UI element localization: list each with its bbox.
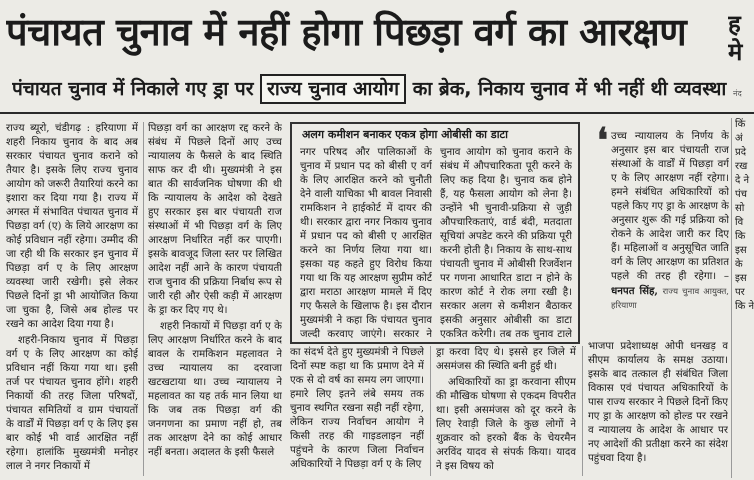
col1-paragraph: राज्य ब्यूरो, चंडीगढ़ : हरियाणा में शहरी निकाय चुनाव के बाद अब सरकार पंचायत चुनाव कराने को तैयार है। इसके लिए राज्य चुनाव आयोग को जरूरी तैयारियां करने का इशारा कर दिया गया है। राज्य में अगस्त में संभावित पंचायत चुनाव में पिछड़ा वर्ग (ए) के लिये आरक्षण का कोई प्रविधान नहीं रहेगा। उम्मीद की जा रही थी कि सरकार इन चुनाव में पिछड़ा वर्ग ए के लिए आरक्षण व्यवस्था जारी रखेगी। इसे लेकर पिछले दिनों ड्रा भी आयोजित किया जा चुका है, जिसे अब होल्ड पर रखने का आदेश दिया गया है। xyxy=(6,123,138,330)
col4-paragraph: ड्रा करवा दिए थे। इससे हर जिले में असमंजस की स्थिति बनी हुई थी। xyxy=(436,347,576,372)
column-divider xyxy=(430,346,431,476)
headline-edge-fragment: ह मे xyxy=(728,10,743,66)
sidebar-box-right-text: चुनाव आयोग को चुनाव कराने के संबंध में औपचारिकता पूरी करने के लिए कह दिया है। चुनाव कब होने हैं, यह फैसला आयोग को लेना है। उन्होंने भी चुनावी-प्रक्रिया से जुड़ी औपचारिकताएं, वार्ड बंदी, मतदाता सूचियां अपडेट करने की प्रक्रिया पूरी करनी होती है। निकाय के साथ-साथ पंचायती चुनाव में ओबीसी रिजर्वेशन पर गणना आधारित डाटा न होने के कारण कोर्ट ने रोक लगा रखी है। सरकार अलग से कमीशन बैठाकर इसकी अनुसार ओबीसी का डाटा एकत्रित करेगी। तब तक चुनाव टाले xyxy=(440,147,572,340)
article-column-2 xyxy=(148,122,282,478)
subheadline-before: पंचायत चुनाव में निकाले गए ड्रा पर xyxy=(12,78,254,100)
article-column-3 xyxy=(290,346,424,478)
article-column-1 xyxy=(6,122,138,478)
subheadline-after: का ब्रेक, निकाय चुनाव में भी नहीं थी व्यवस्था xyxy=(412,78,727,100)
quote-body: उच्च न्यायालय के निर्णय के अनुसार इस बार पंचायती राज संस्थाओं के वार्डों में पिछड़ा वर्ग ए के लिए आरक्षण नहीं रहेगा। हमने संबंधित अधिकारियों को पहले किए गए ड्रा के आरक्षण के अनुसार शुरू की गई प्रक्रिया को रोकने के आदेश जारी कर दिए हैं। महिलाओं व अनुसूचित जाति वर्ग के लिए आरक्षण का प्रतिशत पहले की तरह ही रहेगा। xyxy=(611,131,729,282)
col1-paragraph: शहरी-निकाय चुनाव में पिछड़ा वर्ग ए के लिए आरक्षण का कोई प्रविधान नहीं किया गया था। इसी तर्ज पर पंचायत चुनाव होंगे। शहरी निकायों की तरह जिला परिषदों, पंचायत समितियों व ग्राम पंचायतों के वार्डों में पिछड़ा वर्ग ए के लिए इस बार कोई भी वार्ड आरक्षित नहीं रहेगा। हालांकि मुख्यमंत्री मनोहर लाल ने नगर निकायों में xyxy=(6,335,138,472)
col2-paragraph: पिछड़ा वर्ग का आरक्षण रद्द करने के संबंध में पिछले दिनों आए उच्च न्यायालय के फैसले के बाद स्थिति साफ कर दी थी। मुख्यमंत्री ने इस बात की सार्वजनिक घोषणा की थी कि न्यायालय के आदेश को देखते हुए सरकार इस बार पंचायती राज संस्थाओं में भी पिछड़ा वर्ग के लिए आरक्षण निर्धारित नहीं कर पाएगी। इसके बावजूद जिला स्तर पर लिखित आदेश नहीं आने के कारण पंचायती राज चुनाव की प्रक्रिया निर्बाध रूप से जारी रही और ऐसी कड़ी में आरक्षण के ड्रा कर दिए गए थे। xyxy=(148,123,282,316)
sidebar-box-left-text: नगर परिषद और पालिकाओं के चुनाव में प्रधान पद को बीसी ए वर्ग के लिए आरक्षित करने को चुनौती देने वाली याचिका भी बावल निवासी रामकिशन ने हाईकोर्ट में दायर की थी। सरकार द्वारा नगर निकाय चुनाव में प्रधान पद को बीसी ए आरक्षित करने का निर्णय लिया गया था। इसका यह कहते हुए विरोध किया गया था कि यह आरक्षण सुप्रीम कोर्ट द्वारा मराठा आरक्षण मामले में दिए गए फैसले के खिलाफ है। इस दौरान मुख्यमंत्री ने कहा कि पंचायत चुनाव जल्दी करवाए जाएंगे। सरकार ने xyxy=(300,147,432,340)
col3-paragraph: का संदर्भ देते हुए मुख्यमंत्री ने पिछले दिनों स्पष्ट कहा था कि प्रमाण देने में एक से दो वर्ष का समय लग जाएगा। हमारे लिए इतने लंबे समय तक चुनाव स्थगित रखना सही नहीं रहेगा, लेकिन राज्य निर्वाचन आयोग ने किसी तरह की गाइडलाइन नहीं पहुंचने के कारण जिला निर्वाचन अधिकारियों ने पिछड़ा वर्ग ए के लिए xyxy=(290,347,424,470)
quote-mark-icon: ❛ xyxy=(597,121,608,161)
article-column-4 xyxy=(436,346,576,478)
header-rule xyxy=(0,112,754,114)
headline: पंचायत चुनाव में नहीं होगा पिछड़ा वर्ग का आरक्षण xyxy=(6,10,687,54)
column-divider xyxy=(143,122,144,476)
column-divider xyxy=(731,118,732,478)
edge-column-fragment: किं अं प्रदे रख दे ने पंच सो वि कि इस के इस पर कि ने xyxy=(735,119,754,312)
quote-text: उच्च न्यायालय के निर्णय के अनुसार इस बार पंचायती राज संस्थाओं के वार्डों में पिछड़ा वर्ग ए के लिए आरक्षण नहीं रहेगा। हमने संबंधित अधिकारियों को पहले किए गए ड्रा के आरक्षण के अनुसार शुरू की गई प्रक्रिया को रोकने के आदेश जारी कर दिए हैं। महिलाओं व अनुसूचित जाति वर्ग के लिए आरक्षण का प्रतिशत पहले की तरह ही रहेगा। – धनपत सिंह, राज्य चुनाव आयुक्त, हरियाणा xyxy=(611,131,729,311)
quote-author-title: राज्य चुनाव आयुक्त, हरियाणा xyxy=(611,287,729,311)
edge-fragment-small: नंद xyxy=(733,89,742,98)
column-divider xyxy=(582,346,583,476)
sidebar-box xyxy=(290,122,580,344)
col5-paragraph: भाजपा प्रदेशाध्यक्ष ओपी धनखड़ व सीएम कार्यालय के समक्ष उठाया। इसके बाद तत्काल ही संबंधित जिला विकास एवं पंचायत अधिकारियों के पास राज्य सरकार ने पिछले दिनों किए गए ड्रा के आरक्षण को होल्ड पर रखने व न्यायालय के आदेश के आधार पर नए आदेशों की प्रतीक्षा करने का संदेश पहुंचवा दिया है। xyxy=(588,341,728,464)
col2-paragraph: शहरी निकायों में पिछड़ा वर्ग ए के लिए आरक्षण निर्धारित करने के बाद बावल के रामकिशन महलावत ने उच्च न्यायालय का दरवाजा खटखटाया था। उच्च न्यायालय ने महलावत का यह तर्क मान लिया था कि जब तक पिछड़ा वर्ग की जनगणना का प्रमाण नहीं हो, तब तक आरक्षण देने का कोई आधार नहीं बनता। अदालत के इसी फैसले xyxy=(148,321,282,458)
article-column-5 xyxy=(588,340,728,478)
subheadline xyxy=(12,72,728,108)
subheadline-boxed: राज्य चुनाव आयोग xyxy=(260,74,406,104)
quote-author: धनपत सिंह, xyxy=(611,285,658,297)
quote-box xyxy=(597,122,727,318)
col4-paragraph: अधिकारियों का ड्रा करवाना सीएम की मौखिक घोषणा से एकदम विपरीत था। इसी असमंजस को दूर करने के लिए रेवाड़ी जिले के कुछ लोगों ने शुक्रवार को हरको बैंक के चेयरमैन अरविंद यादव से संपर्क किया। यादव ने इस विषय को xyxy=(436,377,576,472)
sidebar-box-title: अलग कमीशन बनाकर एकत्र होगा ओबीसी का डाटा xyxy=(302,128,508,141)
